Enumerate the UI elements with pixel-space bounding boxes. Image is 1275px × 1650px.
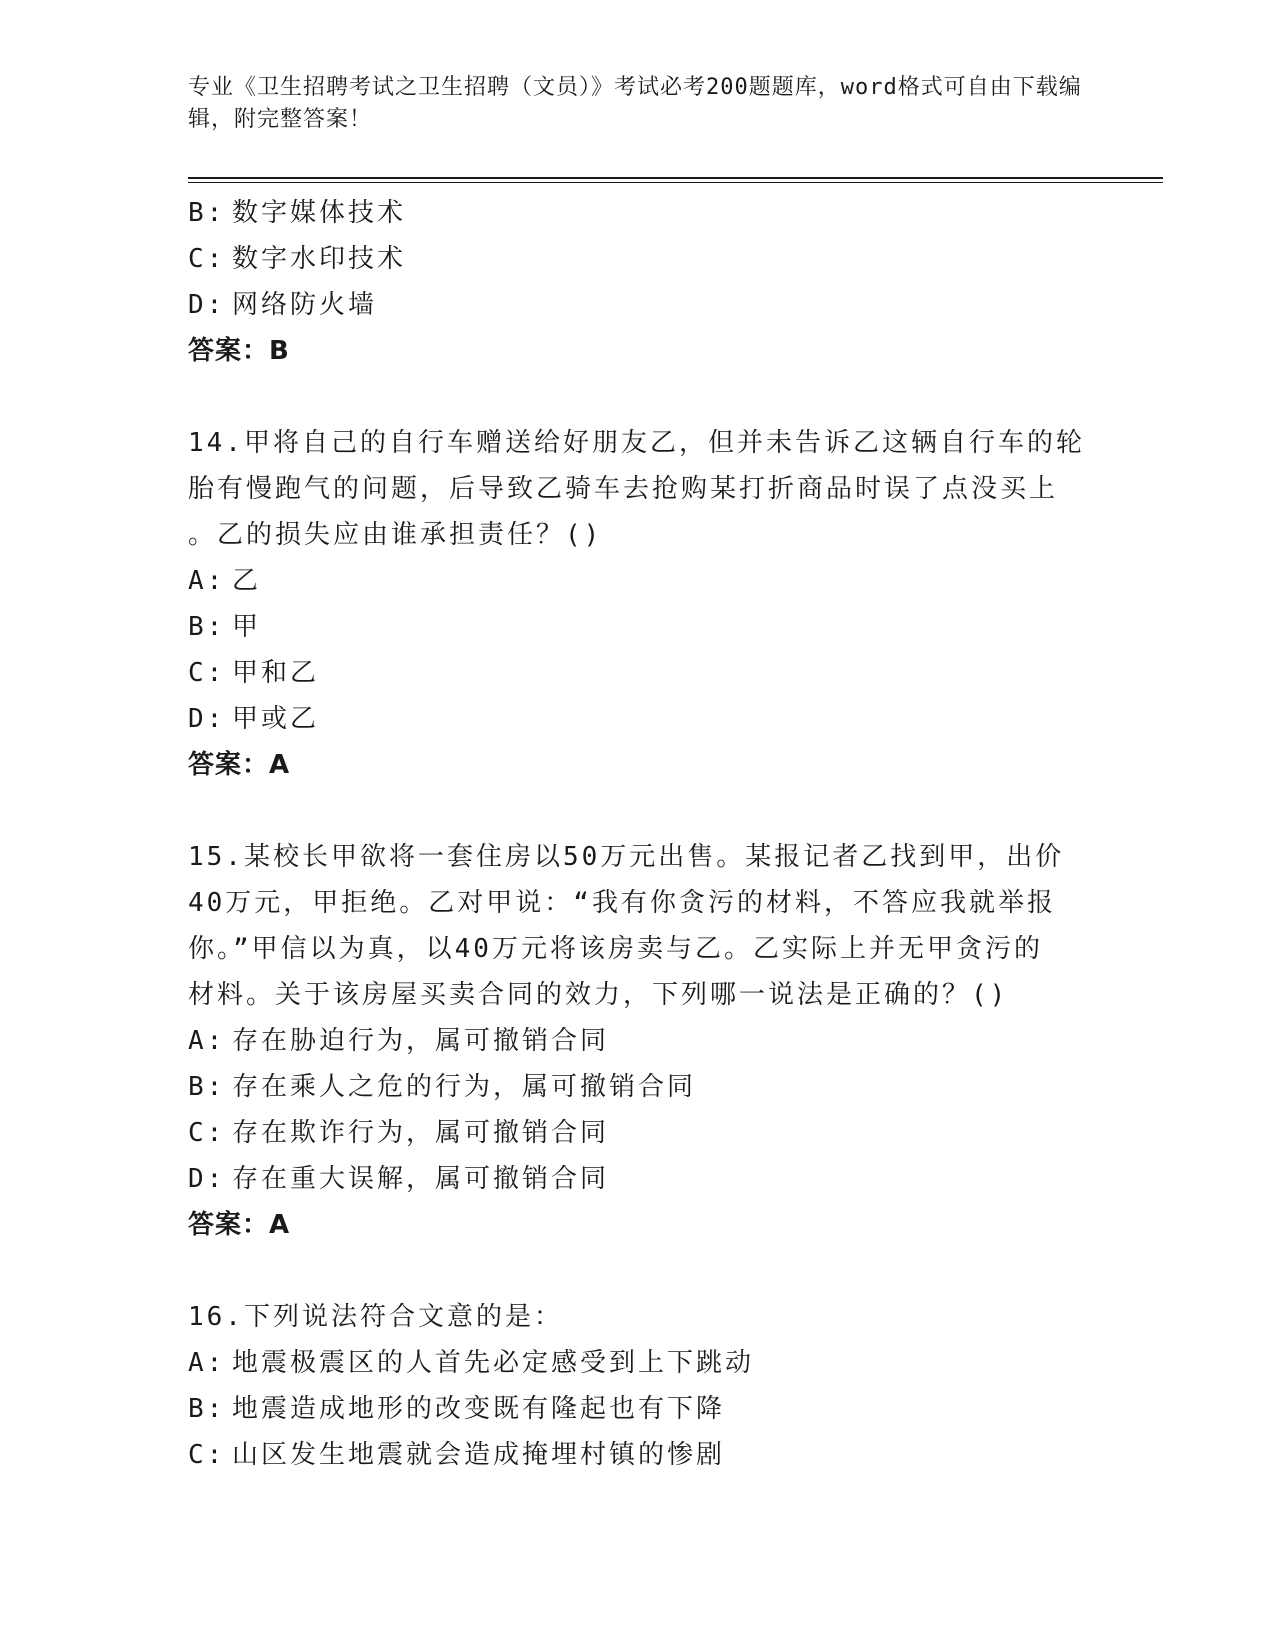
option-letter: D:: [188, 290, 226, 320]
question-stem-line: 。乙的损失应由谁承担责任？(): [188, 520, 603, 550]
option-c: [188, 236, 1088, 282]
option-text: 网络防火墙: [232, 290, 378, 320]
option-text: 地震造成地形的改变既有隆起也有下降: [232, 1394, 726, 1424]
option-b: [188, 1064, 1088, 1110]
question-stem-line: 40万元，甲拒绝。乙对甲说：“我有你贪污的材料，不答应我就举报: [188, 888, 1056, 918]
question-15: [188, 834, 1088, 1248]
option-text: 甲: [232, 612, 262, 642]
option-letter: B:: [188, 198, 226, 228]
option-text: 甲或乙: [232, 704, 320, 734]
option-b: [188, 190, 1088, 236]
question-stem-line: 16.下列说法符合文意的是：: [188, 1302, 563, 1332]
option-letter: C:: [188, 658, 226, 688]
option-letter: C:: [188, 1440, 226, 1470]
question-stem-line: 你。”甲信以为真，以40万元将该房卖与乙。乙实际上并无甲贪污的: [188, 934, 1043, 964]
question-stem-line: 15.某校长甲欲将一套住房以50万元出售。某报记者乙找到甲，出价: [188, 842, 1065, 872]
option-c: [188, 1110, 1088, 1156]
spacer: [188, 788, 1088, 834]
option-letter: B:: [188, 1394, 226, 1424]
document-header: [188, 72, 1088, 136]
option-c: [188, 650, 1088, 696]
header-divider-thin: [188, 182, 1163, 183]
option-letter: C:: [188, 244, 226, 274]
spacer: [188, 1248, 1088, 1294]
option-letter: A:: [188, 1348, 226, 1378]
question-14: [188, 420, 1088, 788]
option-text: 乙: [232, 566, 262, 596]
option-d: [188, 1156, 1088, 1202]
option-letter: B:: [188, 1072, 226, 1102]
option-b: [188, 604, 1088, 650]
option-d: [188, 282, 1088, 328]
answer: 答案：A: [188, 1210, 291, 1240]
option-c: [188, 1432, 1088, 1478]
document-body: [188, 190, 1088, 1478]
option-letter: A:: [188, 1026, 226, 1056]
option-letter: C:: [188, 1118, 226, 1148]
question-16: [188, 1294, 1088, 1478]
header-title: 专业《卫生招聘考试之卫生招聘（文员）》考试必考200题题库，word格式可自由下载编辑，附完整答案！: [188, 75, 1082, 132]
option-text: 存在乘人之危的行为，属可撤销合同: [232, 1072, 697, 1102]
question-stem-line: 胎有慢跑气的问题，后导致乙骑车去抢购某打折商品时误了点没买上: [188, 474, 1059, 504]
header-divider: [188, 177, 1163, 179]
option-text: 存在重大误解，属可撤销合同: [232, 1164, 610, 1194]
option-text: 地震极震区的人首先必定感受到上下跳动: [232, 1348, 755, 1378]
option-b: [188, 1386, 1088, 1432]
option-a: [188, 1340, 1088, 1386]
option-a: [188, 1018, 1088, 1064]
option-d: [188, 696, 1088, 742]
option-text: 甲和乙: [232, 658, 320, 688]
option-text: 数字媒体技术: [232, 198, 407, 228]
option-text: 数字水印技术: [232, 244, 407, 274]
option-letter: D:: [188, 1164, 226, 1194]
option-text: 山区发生地震就会造成掩埋村镇的惨剧: [232, 1440, 726, 1470]
option-letter: B:: [188, 612, 226, 642]
answer: 答案：A: [188, 750, 291, 780]
option-letter: D:: [188, 704, 226, 734]
option-text: 存在欺诈行为，属可撤销合同: [232, 1118, 610, 1148]
question-13-tail: [188, 190, 1088, 374]
spacer: [188, 374, 1088, 420]
question-stem-line: 材料。关于该房屋买卖合同的效力，下列哪一说法是正确的？(): [188, 980, 1009, 1010]
answer: 答案：B: [188, 336, 290, 366]
question-stem-line: 14.甲将自己的自行车赠送给好朋友乙，但并未告诉乙这辆自行车的轮: [188, 428, 1085, 458]
option-letter: A:: [188, 566, 226, 596]
option-a: [188, 558, 1088, 604]
option-text: 存在胁迫行为，属可撤销合同: [232, 1026, 610, 1056]
